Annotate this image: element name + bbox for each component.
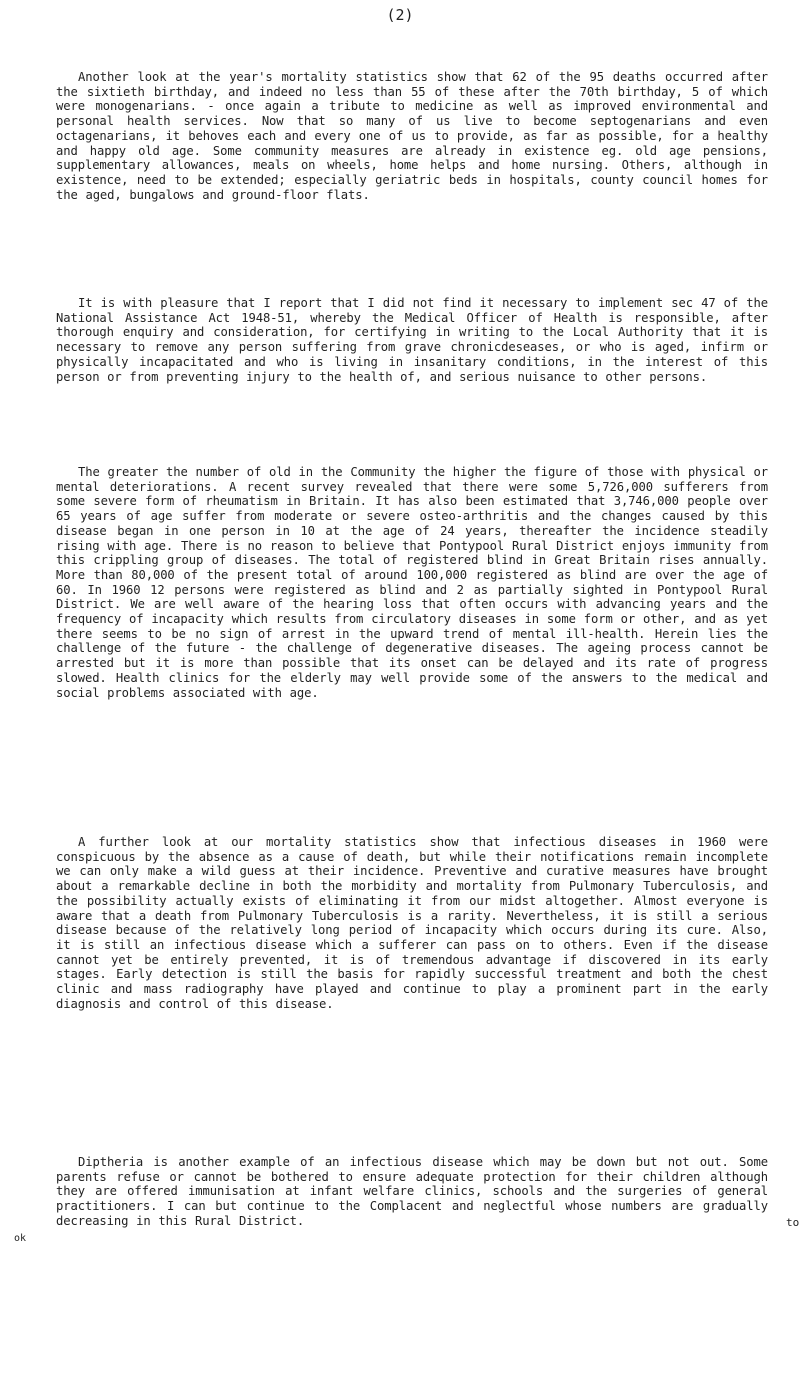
paragraph-infectious-diseases: A further look at our mortality statistics show that infectious diseases in 1960 were conspicuous by the absence as a cause of death, but while their notifications remain incomplete we can only make a wild guess at their incidence. Preventive and curative measures have brought about a remarkable decline in both the morbidity and mortality from Pulmonary Tuberculosis, and the possibility actually exists of eliminating it from our midst altogether. Almost everyone is aware that a death from Pulmonary Tuberculosis is a rarity. Nevertheless, it is still a serious disease because of the relatively long period of incapacity which occurs during its cure. Also, it is still an infectious disease which a sufferer can pass on to others. Even if the disease cannot yet be entirely prevented, it is of tremendous advantage if discovered in its early stages. Early detection is still the basis for rapidly successful treatment and both the chest clinic and mass radiography have played and continue to play a prominent part in the early diagnosis and control of this disease. [56, 835, 768, 1011]
margin-annotation: to [786, 1216, 800, 1229]
paragraph-elderly-mortality: Another look at the year's mortality statistics show that 62 of the 95 deaths occurred after the sixtieth birthday, and indeed no less than 55 of these after the 70th birthday, 5 of which were monogenarians. - once again a tribute to medicine as well as improved environmental and personal health services. Now that so many of us live to become septogenarians and even octagenarians, it behoves each and every one of us to provide, as far as possible, for a healthy and happy old age. Some community measures are already in existence eg. old age pensions, supplementary allowances, meals on wheels, home helps and home nursing. Others, although in existence, need to be extended; especially geriatric beds in hospitals, county council homes for the aged, bungalows and ground-floor flats. [56, 70, 768, 202]
page-number: (2) [386, 6, 414, 24]
paragraph-degenerative-diseases: The greater the number of old in the Community the higher the figure of those with physical or mental deteriorations. A recent survey revealed that there were some 5,726,000 sufferers from some severe form of rheumatism in Britain. It has also been estimated that 3,746,000 people over 65 years of age suffer from moderate or severe osteo-arthritis and the changes caused by this disease began in one person in 10 at the age of 24 years, thereafter the incidence steadily rising with age. There is no reason to believe that Pontypool Rural District enjoys immunity from this crippling group of diseases. The total of registered blind in Great Britain rises annually. More than 80,000 of the present total of around 100,000 registered as blind are over the age of 60. In 1960 12 persons were registered as blind and 2 as partially sighted in Pontypool Rural District. We are well aware of the hearing loss that often occurs with advancing years and the frequency of incapacity which results from circulatory diseases in some form or other, and as yet there seems to be no sign of arrest in the upward trend of mental ill-health. Herein lies the challenge of the future - the challenge of degenerative diseases. The ageing process cannot be arrested but it is more than possible that its onset can be delayed and its rate of progress slowed. Health clinics for the elderly may well provide some of the answers to the medical and social problems associated with age. [56, 465, 768, 700]
margin-tick-mark: ok [14, 1233, 27, 1244]
paragraph-national-assistance-act: It is with pleasure that I report that I did not find it necessary to implement sec 47 of the National Assistance Act 1948-51, whereby the Medical Officer of Health is responsible, after thorough enquiry and consideration, for certifying in writing to the Local Authority that it is necessary to remove any person suffering from grave chronicdeseases, or who is aged, infirm or physically incapacitated and who is living in insanitary conditions, in the interest of this person or from preventing injury to the health of, and serious nuisance to other persons. [56, 296, 768, 384]
paragraph-diphtheria: Diptheria is another example of an infectious disease which may be down but not out. Some parents refuse or cannot be bothered to ensure adequate protection for their children although they are offered immunisation at infant welfare clinics, schools and the surgeries of general practitioners. I can but continue to the Complacent and neglectful whose numbers are gradually decreasing in this Rural District. [56, 1155, 768, 1228]
